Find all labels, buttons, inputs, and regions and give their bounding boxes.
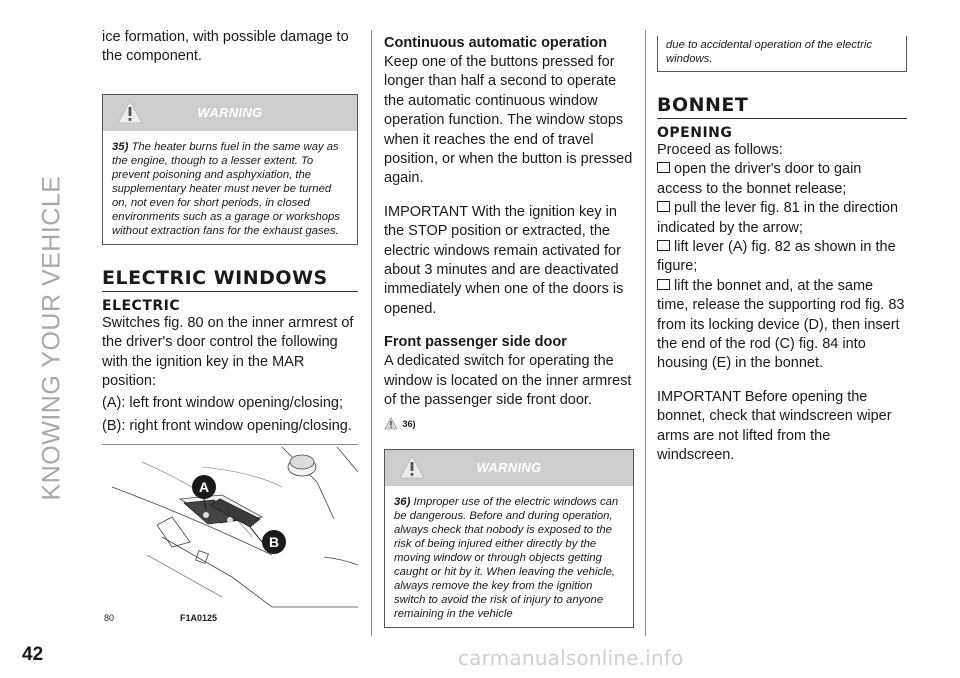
warning-text: The heater burns fuel in the same way as the engine, though to a lesser extent. To prevent poisoning and asphyxiation, the supplementary heater must never be turned on, not even for short periods, in closed environments such as a garage or workshops without extraction fans for the exhaust gases. [112, 140, 340, 237]
bullet-item: pull the lever fig. 81 in the direction indicated by the arrow; [657, 200, 899, 236]
warning-ref-mark: 36) [402, 418, 416, 429]
section-title-electric-windows: ELECTRIC WINDOWS [102, 267, 358, 292]
heading-passenger-door: Front passenger side door [384, 334, 567, 351]
warning-continuation-text: due to accidental operation of the electric windows. [666, 39, 872, 65]
warning-ref: 35) [112, 140, 129, 153]
switch-b-text: (B): right front window opening/closing. [102, 417, 352, 434]
important-paragraph: IMPORTANT With the ignition key in the STOP position or extracted, the electric windows remain activated for about 3 minutes and are deactivated immediately when one of the doors is opened. [384, 203, 624, 317]
warning-text: Improper use of the electric windows can be dangerous. Before and during operation, always check that nobody is exposed to the risk of being injured either directly by the moving window or through objects getting caught or hit by it. When leaving the vehicle, always remove the key from the ignition switch to avoid the risk of injury to anyone remaining in the vehicle [394, 495, 619, 620]
checkbox-bullet-icon [657, 240, 670, 251]
switch-a-text: (A): left front window opening/closing; [102, 395, 343, 412]
label-b: B [268, 534, 280, 551]
important-paragraph: IMPORTANT Before opening the bonnet, check that windscreen wiper arms are not lifted from the windscreen. [657, 388, 892, 464]
bullet-item: lift lever (A) fig. 82 as shown in the figure; [657, 239, 896, 275]
column-2 [384, 34, 634, 628]
figure-code: F1A0125 [180, 613, 218, 624]
warning-box [384, 449, 634, 628]
passenger-paragraph: A dedicated switch for operating the window is located on the inner armrest of the passenger side front door. [384, 353, 632, 409]
checkbox-bullet-icon [657, 162, 670, 173]
warning-box [102, 94, 358, 245]
continuous-paragraph: Keep one of the buttons pressed for longer than half a second to operate the automatic continuous window operation function. The window stops when it reaches the end of travel position, or when the button is pressed again. [384, 54, 633, 187]
warning-ref: 36) [394, 495, 411, 508]
label-a: A [198, 479, 210, 496]
bullet-item: open the driver's door to gain access to the bonnet release; [657, 161, 862, 197]
column-1 [102, 28, 358, 625]
subsection-title-opening: OPENING [657, 125, 733, 141]
column-3 [657, 36, 907, 466]
bullet-item: lift the bonnet and, at the same time, release the supporting rod fig. 83 from its locking device (D), then insert the end of the rod (C) fig. 84 into housing (E) in the bonnet. [657, 277, 905, 372]
watermark: carmanualsonline.info [458, 646, 684, 670]
armrest-switch-illustration [102, 447, 358, 612]
warning-continuation-box [657, 36, 907, 72]
warning-header [103, 95, 357, 131]
warning-body [385, 486, 633, 627]
warning-label: WARNING [476, 459, 542, 475]
checkbox-bullet-icon [657, 201, 670, 212]
warning-label: WARNING [197, 104, 263, 120]
proceed-text: Proceed as follows: [657, 142, 783, 158]
page-number: 42 [22, 644, 44, 665]
figure-number: 80 [104, 613, 115, 624]
figure-80 [102, 444, 358, 625]
side-section-title: KNOWING YOUR VEHICLE [37, 175, 66, 501]
warning-body [103, 131, 357, 244]
checkbox-bullet-icon [657, 279, 670, 290]
warning-header [385, 450, 633, 486]
column-divider [371, 30, 372, 636]
warning-small-icon [384, 417, 398, 430]
warning-ref-row [384, 415, 634, 433]
subsection-title-electric: ELECTRIC [102, 297, 181, 314]
intro-text: ice formation, with possible damage to the component. [102, 29, 349, 65]
switches-paragraph: Switches fig. 80 on the inner armrest of the driver's door control the following with the ignition key in the MAR position: [102, 314, 354, 390]
heading-continuous-operation: Continuous automatic operation [384, 35, 608, 51]
section-title-bonnet: BONNET [657, 94, 907, 119]
column-divider [645, 30, 646, 636]
